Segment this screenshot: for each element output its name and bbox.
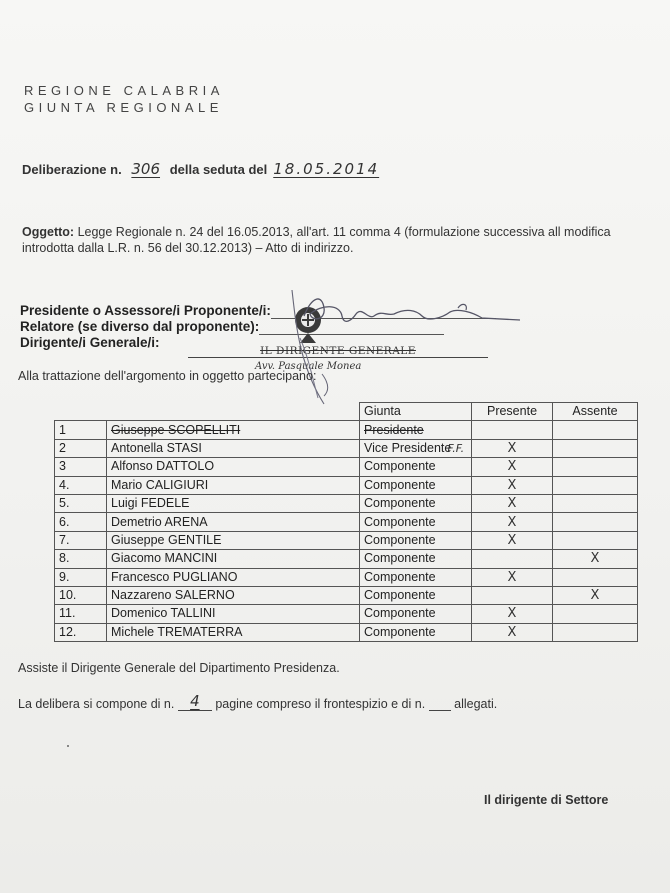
presente-mark: X — [472, 476, 553, 494]
member-role-text: Componente — [364, 477, 436, 492]
table-header-row — [55, 403, 638, 421]
row-number: 11. — [55, 605, 107, 623]
alla-trattazione: Alla trattazione dell'argomento in oggetto partecipano: — [18, 369, 317, 383]
member-role-text: Componente — [364, 606, 436, 621]
assente-mark — [553, 605, 638, 623]
member-role-text: Componente — [364, 514, 436, 529]
member-role — [360, 476, 472, 494]
presente-mark: X — [472, 458, 553, 476]
table-row — [55, 623, 638, 641]
compone-pages: 4 — [178, 692, 212, 711]
initials-annotation: F.F. — [447, 441, 465, 455]
row-number: 8. — [55, 550, 107, 568]
header-assente: Assente — [553, 403, 638, 421]
compone-after: allegati. — [454, 697, 498, 711]
table-row — [55, 458, 638, 476]
dirigente-label: Dirigente/i Generale/i: — [20, 335, 160, 350]
deliberazione-number: 306 — [131, 160, 161, 178]
header-giunta: GIUNTA REGIONALE — [24, 100, 223, 115]
member-name: Giuseppe SCOPELLITI — [107, 421, 360, 439]
presente-mark — [472, 550, 553, 568]
member-role-text: Presidente — [364, 422, 424, 437]
compone-before: La delibera si compone di n. — [18, 697, 175, 711]
row-number: 7. — [55, 531, 107, 549]
member-role — [360, 421, 472, 439]
assiste-text: Assiste il Dirigente Generale del Dipartimento Presidenza. — [18, 661, 340, 675]
assente-mark — [553, 568, 638, 586]
table-row — [55, 513, 638, 531]
row-number: 3 — [55, 458, 107, 476]
assente-mark: X — [553, 550, 638, 568]
row-number: 12. — [55, 623, 107, 641]
relatore-label: Relatore (se diverso dal proponente): — [20, 319, 260, 334]
table-row — [55, 550, 638, 568]
member-role — [360, 513, 472, 531]
header-giunta: Giunta — [360, 403, 472, 421]
member-name: Demetrio ARENA — [107, 513, 360, 531]
presidente-label: Presidente o Assessore/i Proponente/i: — [20, 303, 271, 318]
presente-mark: X — [472, 605, 553, 623]
oggetto-label: Oggetto: — [22, 225, 75, 239]
member-name: Nazzareno SALERNO — [107, 586, 360, 604]
giunta-attendance-table — [54, 402, 638, 642]
row-number: 9. — [55, 568, 107, 586]
member-name: Giuseppe GENTILE — [107, 531, 360, 549]
seduta-date: 18.05.2014 — [273, 160, 380, 178]
member-name: Domenico TALLINI — [107, 605, 360, 623]
table-row — [55, 494, 638, 512]
member-name: Mario CALIGIURI — [107, 476, 360, 494]
member-role-text: Componente — [364, 588, 436, 603]
member-role-text: Componente — [364, 496, 436, 511]
member-role — [360, 458, 472, 476]
assente-mark — [553, 458, 638, 476]
member-role — [360, 605, 472, 623]
member-name: Michele TREMATERRA — [107, 623, 360, 641]
table-row — [55, 586, 638, 604]
assente-mark — [553, 513, 638, 531]
presente-mark: X — [472, 568, 553, 586]
presente-mark: X — [472, 439, 553, 457]
member-role — [360, 494, 472, 512]
oggetto-text: Legge Regionale n. 24 del 16.05.2013, all'art. 11 comma 4 (formulazione successiva all modifica introdotta dalla L.R. n. 56 del 30.12.2013) – Atto di indirizzo. — [22, 225, 611, 255]
table-row — [55, 476, 638, 494]
deliberazione-line — [22, 160, 389, 178]
member-role-text: Componente — [364, 624, 436, 639]
oggetto — [22, 224, 662, 256]
member-name: Francesco PUGLIANO — [107, 568, 360, 586]
member-role — [360, 623, 472, 641]
member-role — [360, 531, 472, 549]
deliberazione-label: Deliberazione n. — [22, 162, 122, 177]
presente-mark: X — [472, 513, 553, 531]
member-name: Alfonso DATTOLO — [107, 458, 360, 476]
member-name: Giacomo MANCINI — [107, 550, 360, 568]
compone-middle: pagine compreso il frontespizio e di n. — [215, 697, 426, 711]
member-role-text: Componente — [364, 459, 436, 474]
seduta-label: della seduta del — [169, 162, 268, 177]
assente-mark — [553, 623, 638, 641]
signature-and-seal — [282, 286, 522, 406]
dirigente-settore: Il dirigente di Settore — [484, 793, 609, 807]
member-role-text: Componente — [364, 551, 436, 566]
assente-mark — [553, 421, 638, 439]
header — [24, 82, 224, 116]
table-row — [55, 439, 638, 457]
table-row — [55, 605, 638, 623]
table-row — [55, 531, 638, 549]
member-role — [360, 439, 472, 457]
row-number: 6. — [55, 513, 107, 531]
presente-mark: X — [472, 494, 553, 512]
member-name: Luigi FEDELE — [107, 494, 360, 512]
table-row — [55, 568, 638, 586]
member-role — [360, 568, 472, 586]
row-number: 2 — [55, 439, 107, 457]
header-region: REGIONE CALABRIA — [24, 83, 224, 98]
assente-mark — [553, 494, 638, 512]
presente-mark: X — [472, 531, 553, 549]
member-role — [360, 586, 472, 604]
speck — [67, 745, 69, 747]
presente-mark — [472, 421, 553, 439]
allegati-blank — [429, 710, 451, 711]
assente-mark — [553, 476, 638, 494]
dirigente-stamp: IL DIRIGENTE GENERALE — [188, 345, 488, 358]
dirigente-stamp-name: Avv. Pasquale Monea — [255, 361, 362, 372]
member-role-text: Vice Presidente — [364, 440, 452, 455]
assente-mark — [553, 531, 638, 549]
presente-mark: X — [472, 623, 553, 641]
member-name: Antonella STASI — [107, 439, 360, 457]
member-role — [360, 550, 472, 568]
assente-mark: X — [553, 586, 638, 604]
member-role-text: Componente — [364, 569, 436, 584]
compone-line — [18, 692, 497, 711]
member-role-text: Componente — [364, 532, 436, 547]
header-presente: Presente — [472, 403, 553, 421]
assente-mark — [553, 439, 638, 457]
presente-mark — [472, 586, 553, 604]
row-number: 10. — [55, 586, 107, 604]
row-number: 4. — [55, 476, 107, 494]
row-number: 5. — [55, 494, 107, 512]
table-row — [55, 421, 638, 439]
row-number: 1 — [55, 421, 107, 439]
